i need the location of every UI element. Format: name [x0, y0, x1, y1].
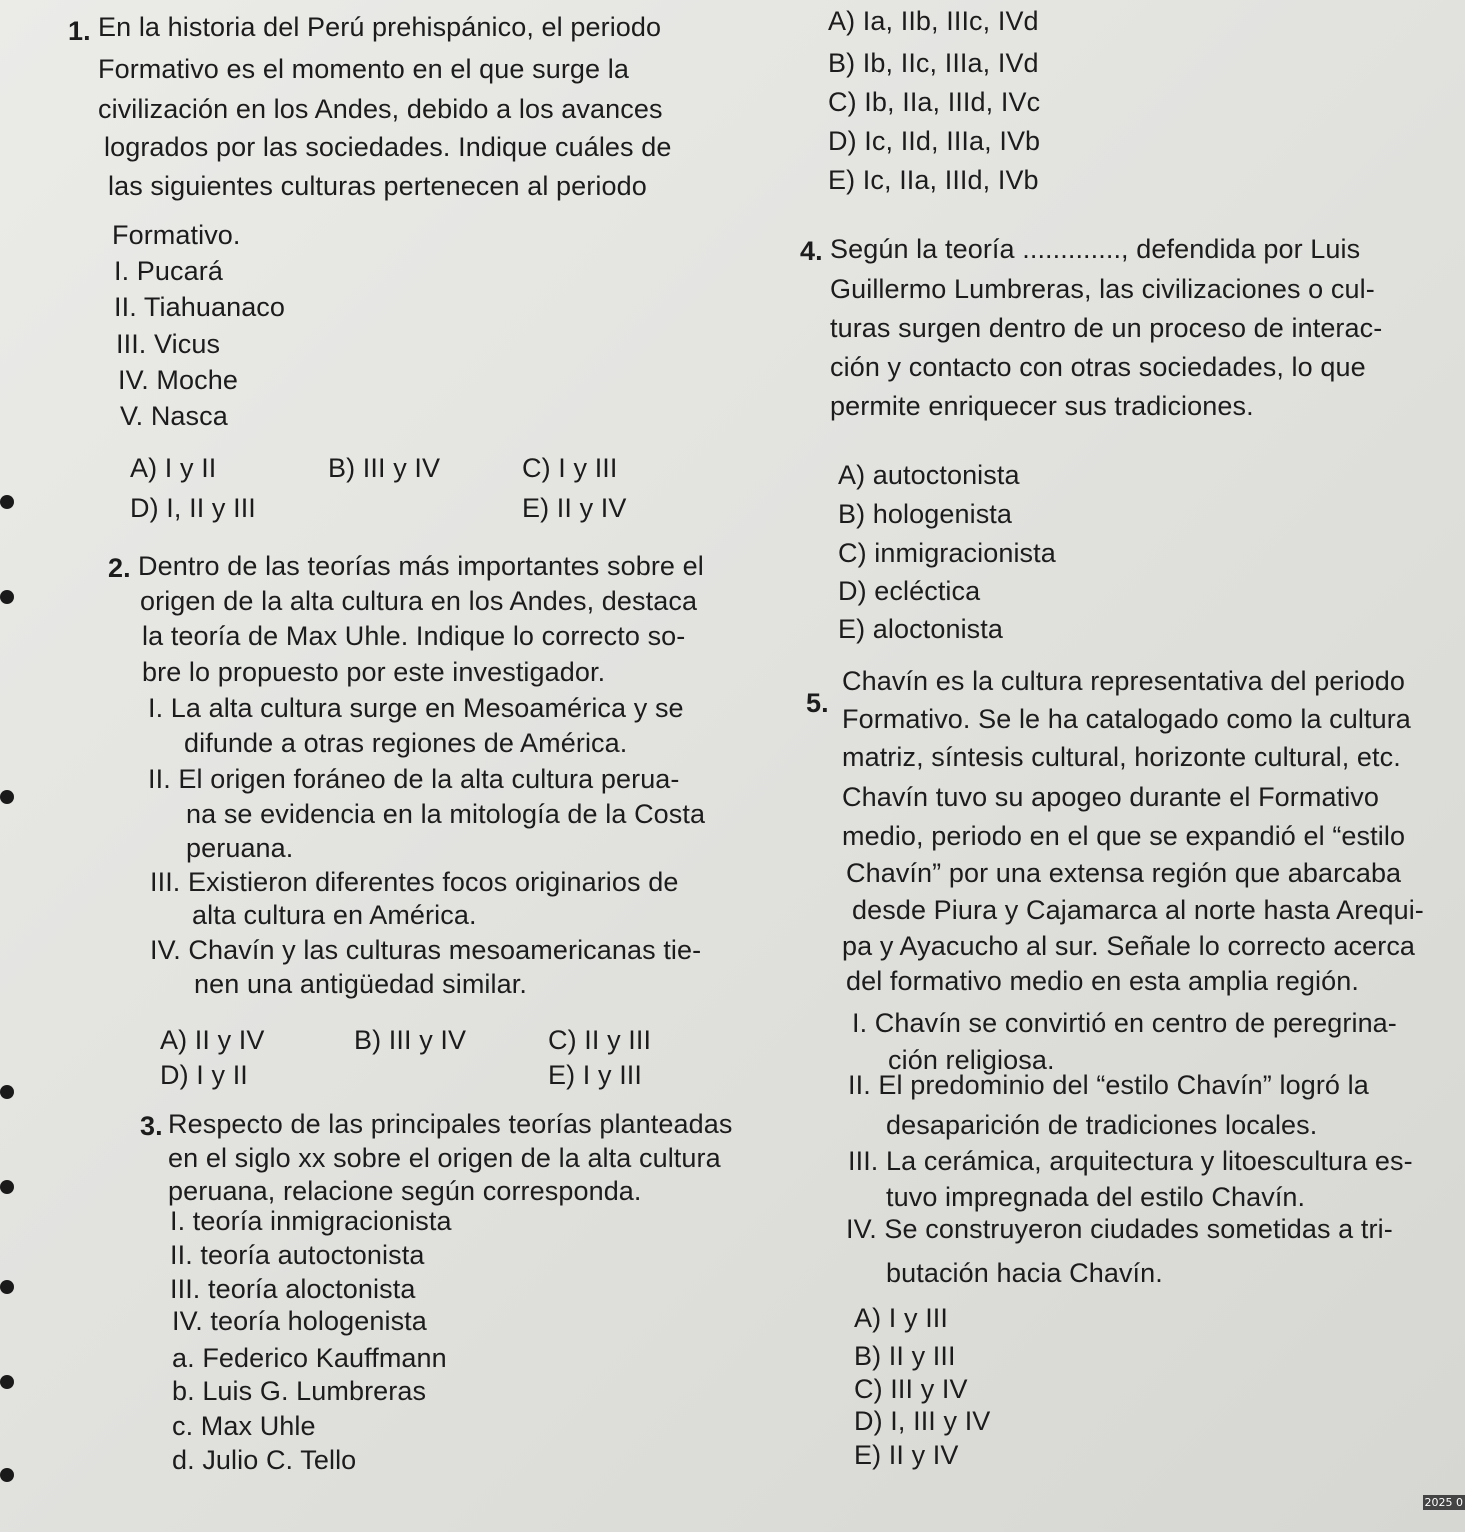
- question-text-line: del formativo medio en esta amplia región.: [846, 966, 1359, 996]
- binder-hole: [0, 590, 14, 604]
- statement: ción religiosa.: [888, 1045, 1055, 1075]
- answer-option[interactable]: D) I, II y III: [130, 493, 256, 523]
- question-text-line: desde Piura y Cajamarca al norte hasta Arequi-: [852, 895, 1424, 925]
- answer-option[interactable]: C) III y IV: [854, 1374, 968, 1404]
- question-text-line: medio, periodo en el que se expandió el “estilo: [842, 821, 1406, 851]
- question-text-line: turas surgen dentro de un proceso de interac-: [830, 313, 1383, 343]
- statement: tuvo impregnada del estilo Chavín.: [886, 1182, 1306, 1212]
- answer-option[interactable]: A) Ia, IIb, IIIc, IVd: [828, 6, 1039, 36]
- question-text-line: Guillermo Lumbreras, las civilizaciones o cul-: [830, 274, 1375, 304]
- binder-hole: [0, 1085, 14, 1099]
- question-number: 1.: [68, 16, 91, 46]
- answer-option[interactable]: B) III y IV: [328, 453, 441, 483]
- question-text-line: la teoría de Max Uhle. Indique lo correcto so-: [142, 621, 686, 651]
- date-stamp: 2025 0: [1424, 1496, 1463, 1509]
- theory-item: I. teoría inmigracionista: [170, 1206, 452, 1236]
- question-text-line: las siguientes culturas pertenecen al periodo: [108, 171, 647, 201]
- statement: alta cultura en América.: [192, 900, 477, 930]
- author-item: b. Luis G. Lumbreras: [172, 1376, 427, 1406]
- question-text-line: permite enriquecer sus tradiciones.: [830, 391, 1254, 421]
- statement: difunde a otras regiones de América.: [184, 728, 628, 758]
- statement: na se evidencia en la mitología de la Costa: [186, 799, 706, 829]
- answer-option[interactable]: E) Ic, IIa, IIId, IVb: [828, 165, 1039, 195]
- statement: butación hacia Chavín.: [886, 1258, 1163, 1288]
- question-text-line: Chavín tuvo su apogeo durante el Formativo: [842, 782, 1380, 812]
- answer-option[interactable]: A) I y II: [130, 453, 217, 483]
- binder-hole: [0, 1280, 14, 1294]
- question-text-line: Dentro de las teorías más importantes sobre el: [138, 551, 704, 581]
- list-item: III. Vicus: [116, 329, 221, 359]
- answer-option[interactable]: B) II y III: [854, 1341, 956, 1371]
- question-text-line: en el siglo xx sobre el origen de la alta cultura: [168, 1143, 721, 1173]
- answer-option[interactable]: C) II y III: [548, 1025, 652, 1055]
- binder-hole: [0, 1180, 14, 1194]
- statement: II. El origen foráneo de la alta cultura perua-: [148, 764, 680, 794]
- question-number: 3.: [140, 1111, 163, 1141]
- question-number: 4.: [800, 236, 823, 266]
- author-item: d. Julio C. Tello: [172, 1445, 357, 1475]
- question-text-line: ción y contacto con otras sociedades, lo que: [830, 352, 1366, 382]
- question-text-line: Respecto de las principales teorías planteadas: [168, 1109, 733, 1139]
- question-text-line: civilización en los Andes, debido a los avances: [98, 94, 663, 124]
- theory-item: IV. teoría hologenista: [172, 1306, 427, 1336]
- question-text-line: logrados por las sociedades. Indique cuáles de: [104, 132, 672, 162]
- theory-item: II. teoría autoctonista: [170, 1240, 425, 1270]
- question-text-line: peruana, relacione según corresponda.: [168, 1176, 642, 1206]
- statement: I. La alta cultura surge en Mesoamérica y se: [148, 693, 684, 723]
- binder-hole: [0, 495, 14, 509]
- answer-option[interactable]: D) I, III y IV: [854, 1406, 991, 1436]
- list-item: I. Pucará: [114, 256, 223, 286]
- answer-option[interactable]: C) inmigracionista: [838, 538, 1056, 568]
- answer-option[interactable]: A) I y III: [854, 1303, 949, 1333]
- theory-item: III. teoría aloctonista: [170, 1274, 416, 1304]
- statement: II. El predominio del “estilo Chavín” logró la: [848, 1070, 1369, 1100]
- question-number: 5.: [806, 688, 829, 718]
- list-item: V. Nasca: [120, 401, 228, 431]
- answer-option[interactable]: D) I y II: [160, 1060, 248, 1090]
- answer-option[interactable]: E) II y IV: [522, 493, 627, 523]
- binder-hole: [0, 1468, 14, 1482]
- question-text-line: Formativo.: [112, 220, 241, 250]
- question-text-line: Formativo. Se le ha catalogado como la cultura: [842, 704, 1411, 734]
- answer-option[interactable]: B) III y IV: [354, 1025, 467, 1055]
- answer-option[interactable]: B) hologenista: [838, 499, 1013, 529]
- question-text-line: Según la teoría ............., defendida por Luis: [830, 234, 1361, 264]
- answer-option[interactable]: E) I y III: [548, 1060, 643, 1090]
- question-text-line: pa y Ayacucho al sur. Señale lo correcto acerca: [842, 931, 1416, 961]
- statement: I. Chavín se convirtió en centro de peregrina-: [852, 1008, 1397, 1038]
- author-item: c. Max Uhle: [172, 1411, 316, 1441]
- answer-option[interactable]: E) aloctonista: [838, 614, 1003, 644]
- question-text-line: matriz, síntesis cultural, horizonte cultural, etc.: [842, 742, 1401, 772]
- answer-option[interactable]: D) Ic, IId, IIIa, IVb: [828, 126, 1041, 156]
- statement: IV. Chavín y las culturas mesoamericanas tie-: [150, 935, 702, 965]
- author-item: a. Federico Kauffmann: [172, 1343, 447, 1373]
- statement: III. La cerámica, arquitectura y litoescultura es-: [848, 1146, 1413, 1176]
- answer-option[interactable]: A) autoctonista: [838, 460, 1020, 490]
- answer-option[interactable]: C) Ib, IIa, IIId, IVc: [828, 87, 1041, 117]
- answer-option[interactable]: A) II y IV: [160, 1025, 265, 1055]
- binder-hole: [0, 790, 14, 804]
- statement: III. Existieron diferentes focos originarios de: [150, 867, 679, 897]
- statement: nen una antigüedad similar.: [194, 969, 527, 999]
- question-text-line: En la historia del Perú prehispánico, el periodo: [98, 12, 662, 42]
- question-text-line: bre lo propuesto por este investigador.: [142, 657, 606, 687]
- answer-option[interactable]: E) II y IV: [854, 1440, 959, 1470]
- question-number: 2.: [108, 553, 131, 583]
- list-item: II. Tiahuanaco: [114, 292, 286, 322]
- question-text-line: Chavín” por una extensa región que abarcaba: [846, 858, 1402, 888]
- binder-hole: [0, 1375, 14, 1389]
- statement: IV. Se construyeron ciudades sometidas a tri-: [846, 1214, 1393, 1244]
- question-text-line: Formativo es el momento en el que surge la: [98, 54, 629, 84]
- answer-option[interactable]: B) Ib, IIc, IIIa, IVd: [828, 48, 1039, 78]
- question-text-line: origen de la alta cultura en los Andes, destaca: [140, 586, 698, 616]
- list-item: IV. Moche: [118, 365, 238, 395]
- statement: peruana.: [186, 833, 294, 863]
- answer-option[interactable]: C) I y III: [522, 453, 618, 483]
- answer-option[interactable]: D) ecléctica: [838, 576, 981, 606]
- statement: desaparición de tradiciones locales.: [886, 1110, 1318, 1140]
- question-text-line: Chavín es la cultura representativa del periodo: [842, 666, 1406, 696]
